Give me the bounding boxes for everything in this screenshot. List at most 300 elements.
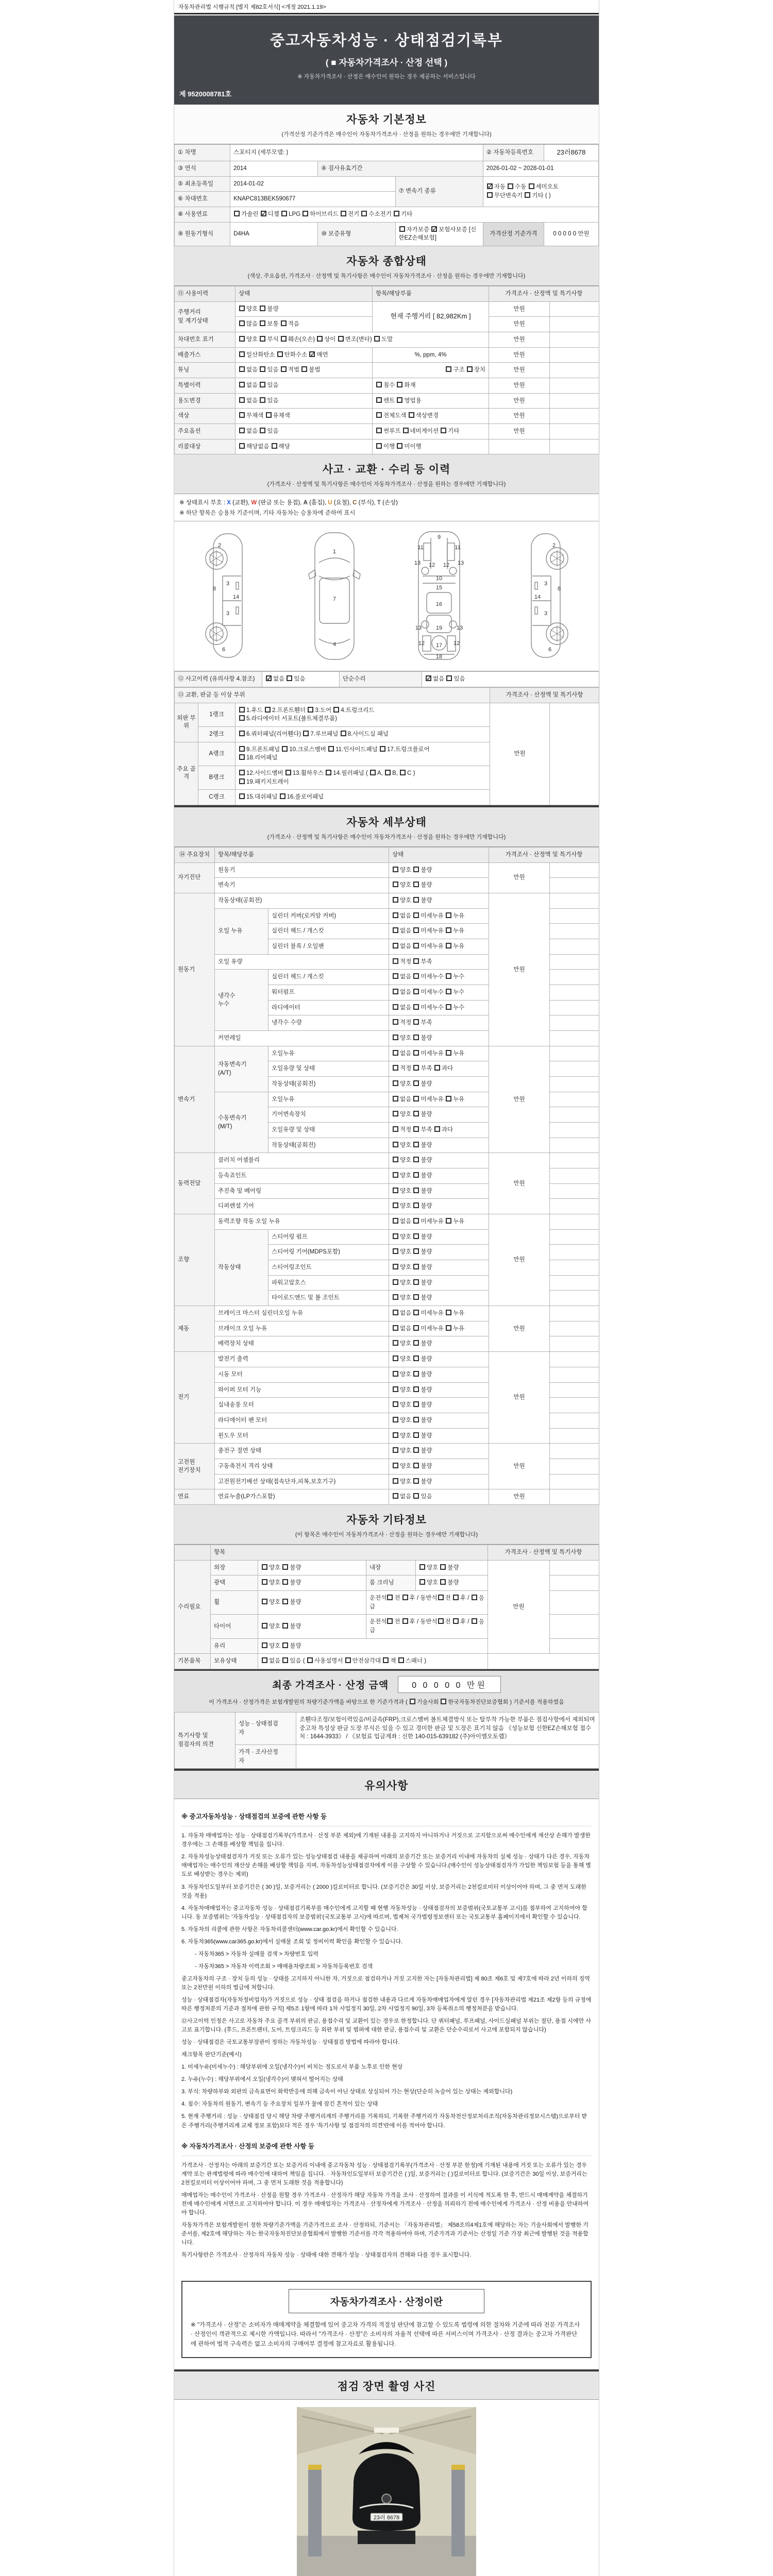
checkbox[interactable] xyxy=(419,1564,425,1570)
checkbox[interactable] xyxy=(393,1386,398,1392)
table-cell: 오일유량 및 상태 xyxy=(268,1061,389,1077)
checkbox[interactable] xyxy=(446,973,451,979)
table-cell: 고전원 전기장치 xyxy=(175,1444,215,1489)
legend-segment: (교환), xyxy=(230,500,251,506)
checkbox[interactable] xyxy=(393,1325,398,1331)
table-cell: 가격조사 · 산정액 및 특기사항 xyxy=(489,847,599,862)
checkbox[interactable] xyxy=(393,1233,398,1239)
checkbox[interactable] xyxy=(393,1126,398,1132)
checkbox[interactable] xyxy=(393,1096,398,1101)
checkbox[interactable] xyxy=(393,1264,398,1269)
table-cell: 만원 xyxy=(489,1306,550,1352)
checkbox[interactable] xyxy=(413,943,419,948)
checkbox[interactable] xyxy=(525,192,530,198)
notice-subtitle-1: ※ 중고자동차성능 · 상태점검의 보증에 관한 사항 등 xyxy=(181,1804,592,1826)
checkbox[interactable] xyxy=(376,397,382,403)
checkbox[interactable] xyxy=(345,1657,351,1663)
checkbox[interactable] xyxy=(446,927,451,933)
checkbox[interactable] xyxy=(262,1642,267,1648)
checkbox[interactable] xyxy=(376,443,382,449)
checkbox[interactable] xyxy=(234,211,240,216)
table-cell: 없음 미세누수 누수 xyxy=(389,985,489,1001)
table-cell: 만원 xyxy=(489,301,550,317)
checkbox-checked[interactable] xyxy=(487,183,493,189)
table-cell xyxy=(550,908,599,924)
table-cell: 만원 xyxy=(489,1489,550,1505)
table-cell: 실내송풍 모터 xyxy=(215,1398,389,1413)
checkbox[interactable] xyxy=(413,882,419,887)
car-bottom-diagram xyxy=(408,529,470,664)
checkbox[interactable] xyxy=(374,336,380,342)
checkbox[interactable] xyxy=(387,1595,393,1600)
checkbox-checked[interactable] xyxy=(266,675,272,681)
checkbox[interactable] xyxy=(282,1579,288,1585)
section-detail-header xyxy=(174,807,599,847)
checkbox[interactable] xyxy=(413,1111,419,1116)
checkbox[interactable] xyxy=(239,366,245,372)
checkbox[interactable] xyxy=(265,707,271,713)
table-cell: 양호 불량 xyxy=(389,1291,489,1306)
checkbox[interactable] xyxy=(239,428,245,433)
table-cell: 와이퍼 모터 기능 xyxy=(215,1382,389,1398)
checkbox[interactable] xyxy=(403,428,409,433)
checkbox[interactable] xyxy=(410,1699,415,1704)
checkbox[interactable] xyxy=(260,336,265,342)
checkbox[interactable] xyxy=(413,867,419,872)
checkbox[interactable] xyxy=(472,1595,477,1600)
checkbox[interactable] xyxy=(239,306,245,311)
table-cell: 양호 불량 xyxy=(389,1382,489,1398)
checkbox[interactable] xyxy=(413,1264,419,1269)
checkbox[interactable] xyxy=(393,1111,398,1116)
checkbox[interactable] xyxy=(393,927,398,933)
checkbox[interactable] xyxy=(287,675,292,681)
checkbox[interactable] xyxy=(239,320,245,326)
checkbox[interactable] xyxy=(262,1599,267,1604)
checkbox[interactable] xyxy=(393,882,398,887)
checkbox[interactable] xyxy=(413,1157,419,1162)
checkbox[interactable] xyxy=(446,675,452,681)
table-row xyxy=(175,1153,599,1168)
checkbox[interactable] xyxy=(393,1035,398,1040)
notice-item: 중고자동차의 구조 · 장치 등의 성능 · 상태를 고지하지 아니한 자, 거짓으로 점검하거나 거짓 고지한 자는 [자동차관리법] 제 80조 제6호 및 제7호에 따라 2년 이하의 징역 또는 2천만원 이하의 벌금에 처합니다. xyxy=(181,1975,590,1991)
checkbox[interactable] xyxy=(409,412,414,418)
checkbox[interactable] xyxy=(393,897,398,903)
checkbox[interactable] xyxy=(393,1447,398,1453)
checkbox[interactable] xyxy=(301,366,307,372)
table-cell: 조향 xyxy=(175,1214,215,1306)
checkbox[interactable] xyxy=(393,1294,398,1300)
table-cell: 이행 미이행 xyxy=(373,439,489,454)
checkbox[interactable] xyxy=(239,351,245,357)
checkbox[interactable] xyxy=(393,1432,398,1438)
checkbox[interactable] xyxy=(393,1080,398,1086)
table-cell xyxy=(550,301,599,317)
legend-segment: X xyxy=(227,500,231,506)
checkbox[interactable] xyxy=(239,754,245,760)
checkbox[interactable] xyxy=(307,1657,313,1663)
checkbox[interactable] xyxy=(413,1126,419,1132)
table-cell xyxy=(550,1444,599,1459)
checkbox[interactable] xyxy=(413,1493,419,1499)
table-cell xyxy=(550,1199,599,1214)
notice-item: 가격조사 · 산정자는 아래의 보증기간 또는 보증거리 이내에 중고자동차 성능 · 상태점검기록부(가격조사 · 산정 부분 한정)에 기재된 내용에 거짓 또는 오류가 있는 경우 계약 또는 관계법령에 따라 매수인에 대하여 책임을 집니다. · 자동차인도일부터 보증기간은 ( )일, 보증거리는 ( )킬로미터로 합니다. (보증기간은 30일 이상, 보증거리는 2천킬로미터 이상이어야 하며, 그 중 먼저 도래한 것을 적용합니다) xyxy=(181,2162,587,2186)
table-cell: ② 자동차등록번호 xyxy=(483,145,544,161)
checkbox[interactable] xyxy=(393,867,398,872)
checkbox[interactable] xyxy=(413,1172,419,1178)
checkbox[interactable] xyxy=(413,1371,419,1377)
checkbox[interactable] xyxy=(393,1019,398,1025)
checkbox[interactable] xyxy=(434,1126,440,1132)
checkbox[interactable] xyxy=(333,707,339,713)
checkbox[interactable] xyxy=(282,1623,288,1629)
checkbox[interactable] xyxy=(438,1595,444,1600)
table-cell xyxy=(550,1638,599,1654)
checkbox-checked[interactable] xyxy=(261,211,266,216)
checkbox[interactable] xyxy=(338,336,344,342)
table-cell: 양호 불량 xyxy=(389,1077,489,1092)
checkbox[interactable] xyxy=(393,989,398,994)
checkbox[interactable] xyxy=(341,211,346,216)
checkbox[interactable] xyxy=(446,943,451,948)
checkbox[interactable] xyxy=(393,1202,398,1208)
checkbox[interactable] xyxy=(239,746,245,752)
checkbox[interactable] xyxy=(260,366,265,372)
checkbox[interactable] xyxy=(397,382,402,387)
checkbox[interactable] xyxy=(393,1248,398,1254)
checkbox[interactable] xyxy=(529,183,534,189)
table-cell: 제동 xyxy=(175,1306,215,1352)
checkbox[interactable] xyxy=(393,958,398,964)
checkbox[interactable] xyxy=(393,1218,398,1224)
checkbox[interactable] xyxy=(393,1310,398,1315)
checkbox[interactable] xyxy=(393,1050,398,1056)
checkbox[interactable] xyxy=(413,1463,419,1468)
checkbox[interactable] xyxy=(393,1493,398,1499)
table-cell xyxy=(550,1615,599,1638)
checkbox[interactable] xyxy=(400,770,406,775)
checkbox[interactable] xyxy=(467,366,473,372)
checkbox[interactable] xyxy=(393,1279,398,1285)
checkbox[interactable] xyxy=(272,443,277,449)
checkbox[interactable] xyxy=(413,1325,419,1331)
checkbox[interactable] xyxy=(397,397,402,403)
checkbox[interactable] xyxy=(446,912,451,918)
table-cell: 구동축전지 격리 상태 xyxy=(215,1459,389,1474)
legend-segment: (손상) xyxy=(380,500,398,506)
table-cell: 양호 불량 xyxy=(389,1245,489,1260)
detail-state-table xyxy=(174,847,599,1505)
table-cell: 원동기 xyxy=(215,862,389,878)
final-price-band xyxy=(174,1669,599,1712)
table-cell: ⑤ 최초등록일 xyxy=(175,176,230,192)
checkbox[interactable] xyxy=(393,1401,398,1407)
checkbox[interactable] xyxy=(419,1579,425,1585)
checkbox[interactable] xyxy=(399,226,405,232)
notice-item: 체크항목 판단기준(예시) xyxy=(181,2052,242,2058)
table-cell: 없음 미세누수 누수 xyxy=(389,970,489,985)
table-cell: 양호 불량 xyxy=(389,1413,489,1428)
checkbox[interactable] xyxy=(472,1618,477,1624)
table-cell xyxy=(550,1367,599,1382)
table-cell xyxy=(550,363,599,378)
checkbox[interactable] xyxy=(413,927,419,933)
diagram-part-number: 4 xyxy=(332,641,336,648)
checkbox[interactable] xyxy=(413,989,419,994)
checkbox[interactable] xyxy=(413,1080,419,1086)
checkbox[interactable] xyxy=(413,1035,419,1040)
checkbox[interactable] xyxy=(260,397,265,403)
table-cell: 없음 미세누수 누수 xyxy=(389,1000,489,1015)
checkbox[interactable] xyxy=(239,778,245,784)
checkbox[interactable] xyxy=(413,1050,419,1056)
checkbox[interactable] xyxy=(239,770,245,775)
checkbox[interactable] xyxy=(413,1386,419,1392)
checkbox[interactable] xyxy=(260,320,265,326)
checkbox[interactable] xyxy=(413,1096,419,1101)
checkbox[interactable] xyxy=(413,1294,419,1300)
checkbox[interactable] xyxy=(413,1401,419,1407)
checkbox[interactable] xyxy=(260,382,265,387)
checkbox[interactable] xyxy=(326,770,331,775)
table-cell: 썬루프 네비게이션 기타 xyxy=(373,423,489,439)
checkbox[interactable] xyxy=(380,746,385,752)
checkbox[interactable] xyxy=(393,1340,398,1346)
checkbox[interactable] xyxy=(446,1310,451,1315)
table-cell: 양호 불량 xyxy=(389,1199,489,1214)
checkbox[interactable] xyxy=(508,183,513,189)
checkbox[interactable] xyxy=(282,1564,288,1570)
checkbox[interactable] xyxy=(393,973,398,979)
checkbox[interactable] xyxy=(239,382,245,387)
table-cell: 실린더 커버(로커암 커버) xyxy=(268,908,389,924)
checkbox[interactable] xyxy=(385,770,391,775)
checkbox[interactable] xyxy=(446,1218,451,1224)
top-rule xyxy=(174,13,599,14)
checkbox[interactable] xyxy=(413,1432,419,1438)
table-cell: 클러치 어셈블리 xyxy=(215,1153,389,1168)
checkbox[interactable] xyxy=(383,1657,389,1663)
table-cell: 주행거리 및 계기상태 xyxy=(175,301,236,332)
checkbox[interactable] xyxy=(398,1657,404,1663)
checkbox[interactable] xyxy=(397,443,402,449)
notice-item: 2. 누유(누수) : 해당부위에서 오일(냉각수)이 맺혀서 떨어지는 상태 xyxy=(181,2076,343,2083)
checkbox[interactable] xyxy=(281,366,287,372)
checkbox[interactable] xyxy=(393,1004,398,1010)
checkbox[interactable] xyxy=(303,731,309,736)
checkbox[interactable] xyxy=(282,1642,288,1648)
checkbox[interactable] xyxy=(393,1172,398,1178)
checkbox[interactable] xyxy=(239,707,245,713)
table-cell: 만원 xyxy=(489,317,550,332)
checkbox[interactable] xyxy=(262,1657,267,1663)
checkbox[interactable] xyxy=(413,1310,419,1315)
checkbox[interactable] xyxy=(402,1595,408,1600)
checkbox[interactable] xyxy=(446,1050,451,1056)
table-cell: ⑨ 원동기형식 xyxy=(175,222,230,246)
checkbox[interactable] xyxy=(413,1279,419,1285)
table-cell: 만원 xyxy=(489,893,550,1046)
checkbox[interactable] xyxy=(370,770,376,775)
table-cell: 없음 있음 xyxy=(236,423,373,439)
checkbox[interactable] xyxy=(328,746,334,752)
table-cell: 양호 불량 xyxy=(258,1575,366,1591)
checkbox[interactable] xyxy=(282,1657,288,1663)
checkbox[interactable] xyxy=(446,366,451,372)
table-cell xyxy=(550,985,599,1001)
checkbox[interactable] xyxy=(387,1618,393,1624)
checkbox[interactable] xyxy=(393,943,398,948)
table-cell: 양호 불량 xyxy=(389,1107,489,1123)
checkbox[interactable] xyxy=(413,1188,419,1193)
diagram-part-number: 16 xyxy=(435,601,442,608)
checkbox[interactable] xyxy=(394,211,399,216)
checkbox[interactable] xyxy=(393,912,398,918)
checkbox[interactable] xyxy=(440,1579,446,1585)
checkbox[interactable] xyxy=(260,306,265,311)
table-cell: ⑭ 주요장치 xyxy=(175,847,215,862)
checkbox[interactable] xyxy=(393,1188,398,1193)
checkbox[interactable] xyxy=(266,412,272,418)
table-cell: 가격산정 기준가격 xyxy=(483,222,544,246)
checkbox[interactable] xyxy=(376,382,382,387)
checkbox[interactable] xyxy=(441,428,446,433)
checkbox[interactable] xyxy=(239,731,245,736)
table-cell xyxy=(550,423,599,439)
table-cell: 가격조사 · 산정액 및 특기사항 xyxy=(488,1545,599,1560)
checkbox[interactable] xyxy=(413,973,419,979)
checkbox[interactable] xyxy=(393,1157,398,1162)
checkbox[interactable] xyxy=(262,1623,267,1629)
table-row xyxy=(175,207,599,222)
table-cell: 0 0 0 0 0 만원 xyxy=(544,222,598,246)
checkbox[interactable] xyxy=(413,1478,419,1484)
checkbox[interactable] xyxy=(413,1065,419,1071)
checkbox[interactable] xyxy=(446,1096,451,1101)
checkbox[interactable] xyxy=(282,1599,288,1604)
checkbox[interactable] xyxy=(376,412,382,418)
table-cell xyxy=(550,1474,599,1489)
checkbox[interactable] xyxy=(239,443,245,449)
table-cell: ⑥ 차대번호 xyxy=(175,192,230,207)
checkbox[interactable] xyxy=(487,192,493,198)
checkbox[interactable] xyxy=(393,1065,398,1071)
checkbox[interactable] xyxy=(453,1595,459,1600)
checkbox[interactable] xyxy=(413,897,419,903)
checkbox[interactable] xyxy=(453,1618,459,1624)
checkbox[interactable] xyxy=(413,912,419,918)
checkbox[interactable] xyxy=(413,1355,419,1361)
checkbox[interactable] xyxy=(285,770,291,775)
checkbox[interactable] xyxy=(440,1564,446,1570)
checkbox[interactable] xyxy=(413,1142,419,1147)
table-cell: 양호 불량 xyxy=(389,1352,489,1367)
diagram-part-number: 7 xyxy=(332,596,336,603)
table-cell: 기어변속장치 xyxy=(268,1107,389,1123)
table-cell xyxy=(550,1398,599,1413)
table-cell: 양호 불량 xyxy=(389,1153,489,1168)
checkbox[interactable] xyxy=(413,1248,419,1254)
checkbox[interactable] xyxy=(446,1004,451,1010)
table-cell xyxy=(550,1245,599,1260)
checkbox[interactable] xyxy=(446,989,451,994)
checkbox[interactable] xyxy=(239,412,245,418)
checkbox[interactable] xyxy=(413,1417,419,1422)
diagram-part-number: 6 xyxy=(548,647,551,653)
legend-segment: C xyxy=(352,500,357,506)
checkbox[interactable] xyxy=(438,1618,444,1624)
checkbox[interactable] xyxy=(239,336,245,342)
table-cell: 스티어링조인트 xyxy=(268,1260,389,1276)
checkbox[interactable] xyxy=(441,1699,446,1704)
checkbox[interactable] xyxy=(376,428,382,433)
checkbox[interactable] xyxy=(281,320,287,326)
checkbox[interactable] xyxy=(281,336,287,342)
table-cell xyxy=(550,317,599,332)
checkbox[interactable] xyxy=(239,397,245,403)
checkbox[interactable] xyxy=(262,1579,267,1585)
checkbox[interactable] xyxy=(413,958,419,964)
checkbox[interactable] xyxy=(262,1564,267,1570)
checkbox[interactable] xyxy=(393,1142,398,1147)
checkbox-checked[interactable] xyxy=(309,351,315,357)
checkbox[interactable] xyxy=(413,1233,419,1239)
checkbox-checked[interactable] xyxy=(431,226,437,232)
table-cell xyxy=(488,1654,599,1669)
table-cell xyxy=(550,1413,599,1428)
table-cell: 내장 xyxy=(366,1560,416,1575)
checkbox[interactable] xyxy=(260,428,265,433)
table-cell: 양호 불량 xyxy=(416,1560,488,1575)
table-cell: 만원 xyxy=(490,703,550,805)
checkbox[interactable] xyxy=(413,1202,419,1208)
checkbox[interactable] xyxy=(434,1065,440,1071)
checkbox[interactable] xyxy=(239,793,245,799)
checkbox[interactable] xyxy=(413,1218,419,1224)
checkbox[interactable] xyxy=(281,211,287,216)
checkbox[interactable] xyxy=(239,715,245,721)
checkbox[interactable] xyxy=(413,1019,419,1025)
legend-segment: ※ 상태표시 부호 : xyxy=(179,500,227,506)
table-cell: 특기사항 및 점검자의 의견 xyxy=(175,1712,236,1768)
checkbox[interactable] xyxy=(282,746,288,752)
checkbox[interactable] xyxy=(446,1325,451,1331)
checkbox[interactable] xyxy=(413,1340,419,1346)
diagram-part-number: 14 xyxy=(232,594,239,601)
diagram-part-number: 15 xyxy=(435,585,442,591)
checkbox[interactable] xyxy=(277,351,283,357)
checkbox[interactable] xyxy=(393,1355,398,1361)
checkbox[interactable] xyxy=(317,336,323,342)
diagram-part-number: 12 xyxy=(418,640,425,647)
checkbox[interactable] xyxy=(413,1447,419,1453)
checkbox[interactable] xyxy=(393,1478,398,1484)
table-cell: 적정 부족 xyxy=(389,954,489,970)
checkbox[interactable] xyxy=(413,1004,419,1010)
checkbox[interactable] xyxy=(308,707,313,713)
checkbox[interactable] xyxy=(361,211,367,216)
checkbox[interactable] xyxy=(280,793,285,799)
checkbox[interactable] xyxy=(303,211,308,216)
checkbox-checked[interactable] xyxy=(426,675,431,681)
checkbox[interactable] xyxy=(393,1371,398,1377)
table-cell xyxy=(550,1046,599,1061)
table-cell xyxy=(550,862,599,878)
checkbox[interactable] xyxy=(402,1618,408,1624)
checkbox[interactable] xyxy=(341,731,346,736)
checkbox[interactable] xyxy=(393,1417,398,1422)
checkbox[interactable] xyxy=(393,1463,398,1468)
